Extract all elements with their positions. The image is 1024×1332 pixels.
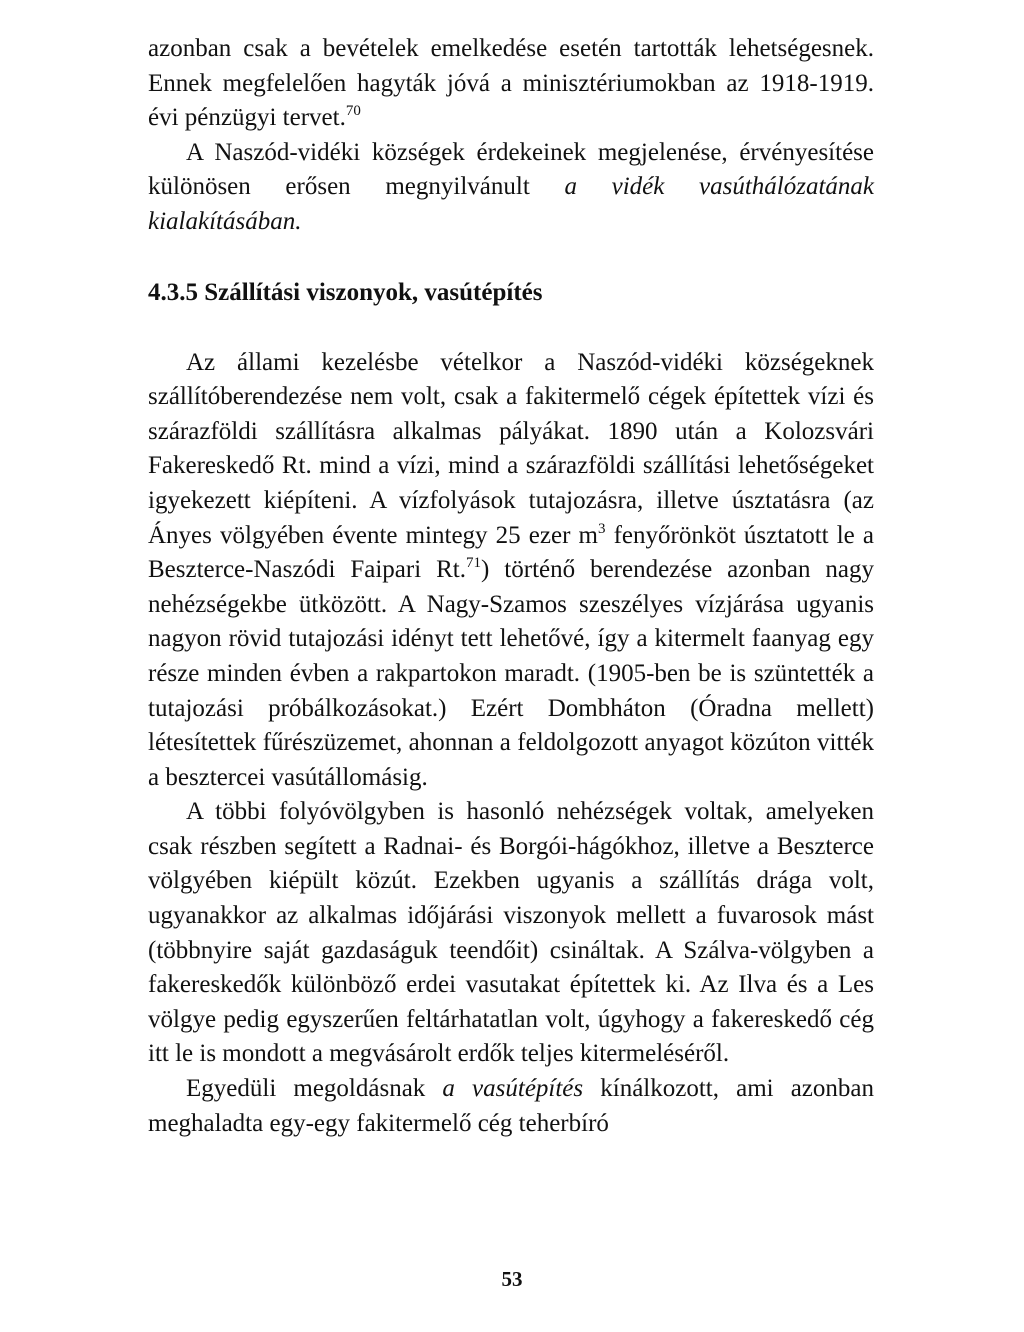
footnote-ref-71: 71 xyxy=(466,555,482,572)
paragraph-railway-text-a: Egyedüli megoldásnak xyxy=(186,1075,443,1103)
paragraph-valleys: A többi folyóvölgyben is hasonló nehézségek voltak, amelyeken csak részben segített a Radnai- és Borgói-hágókhoz, illetve a Beszterce völgyében kiépült közút. Ezekben ugyanis a szállítás drága volt, ugyanakkor az alkalmas időjárási viszonyok mellett a fuvarosok mást (többnyire saját gazdaságuk teendőit) csináltak. A Szálva-völgyben a fakereskedők különböző erdei vasutakat építettek ki. Az Ilva és a Les völgye pedig egyszerűen feltárhatatlan volt, úgyhogy a fakereskedő cég itt le is mondott a megvásárolt erdők teljes kitermeléséről. xyxy=(148,798,874,1068)
paragraph-interests xyxy=(148,136,874,240)
paragraph-budget-text: azonban csak a bevételek emelkedése esetén tartották lehetségesnek. Ennek megfelelően hagyták jóvá a minisztériumokban az 1918-1919. évi pénzügyi tervet. xyxy=(148,35,874,132)
paragraph-transport-text-b: fenyőrönköt úsztatott le a Beszterce-Naszódi Faipari Rt. xyxy=(148,521,874,584)
paragraph-interests-text: A Naszód-vidéki községek érdekeinek megjelenése, érvényesítése különösen erősen megnyilvánult xyxy=(148,138,874,201)
section-heading: 4.3.5 Szállítási viszonyok, vasútépítés xyxy=(148,278,543,306)
superscript-cubic: 3 xyxy=(597,520,606,537)
paragraph-interests-emphasis: a vidék vasúthálózatának kialakításában. xyxy=(148,173,874,235)
paragraph-transport xyxy=(148,346,874,796)
paragraph-railway xyxy=(148,1072,874,1141)
page-number: 53 xyxy=(501,1267,523,1291)
paragraph-transport-text-c: ) történő berendezése azonban nagy nehézségekbe ütközött. A Nagy-Szamos szeszélyes vízjárása ugyanis nagyon rövid tutajozási idényt tett lehetővé, így a kitermelt faanyag egy része minden évben a rakpartokon maradt. (1905-ben be is szüntették a tutajozási próbálkozásokat.) Ezért Dombháton (Óradna mellett) létesítettek fűrészüzemet, ahonnan a feldolgozott anyagot közúton vitték a besztercei vasútállomásig. xyxy=(148,556,875,791)
footnote-ref-70: 70 xyxy=(345,103,361,120)
paragraph-budget xyxy=(148,32,874,136)
paragraph-railway-text-b: kínálkozott, ami azonban meghaladta egy-egy fakitermelő cég teherbíró xyxy=(148,1075,875,1137)
paragraph-railway-emphasis: a vasútépítés xyxy=(442,1075,584,1103)
page-body xyxy=(148,32,874,1141)
paragraph-transport-text-a: Az állami kezelésbe vételkor a Naszód-vidéki községeknek szállítóberendezése nem volt, csak a fakitermelő cégek építettek vízi és szárazföldi szállításra alkalmas pályákat. 1890 után a Kolozsvári Fakereskedő Rt. mind a vízi, mind a szárazföldi szállítási lehetőségeket igyekezett kiépíteni. A vízfolyások tutajozásra, illetve úsztatásra (az Ányes völgyében évente mintegy 25 ezer m xyxy=(148,348,874,549)
